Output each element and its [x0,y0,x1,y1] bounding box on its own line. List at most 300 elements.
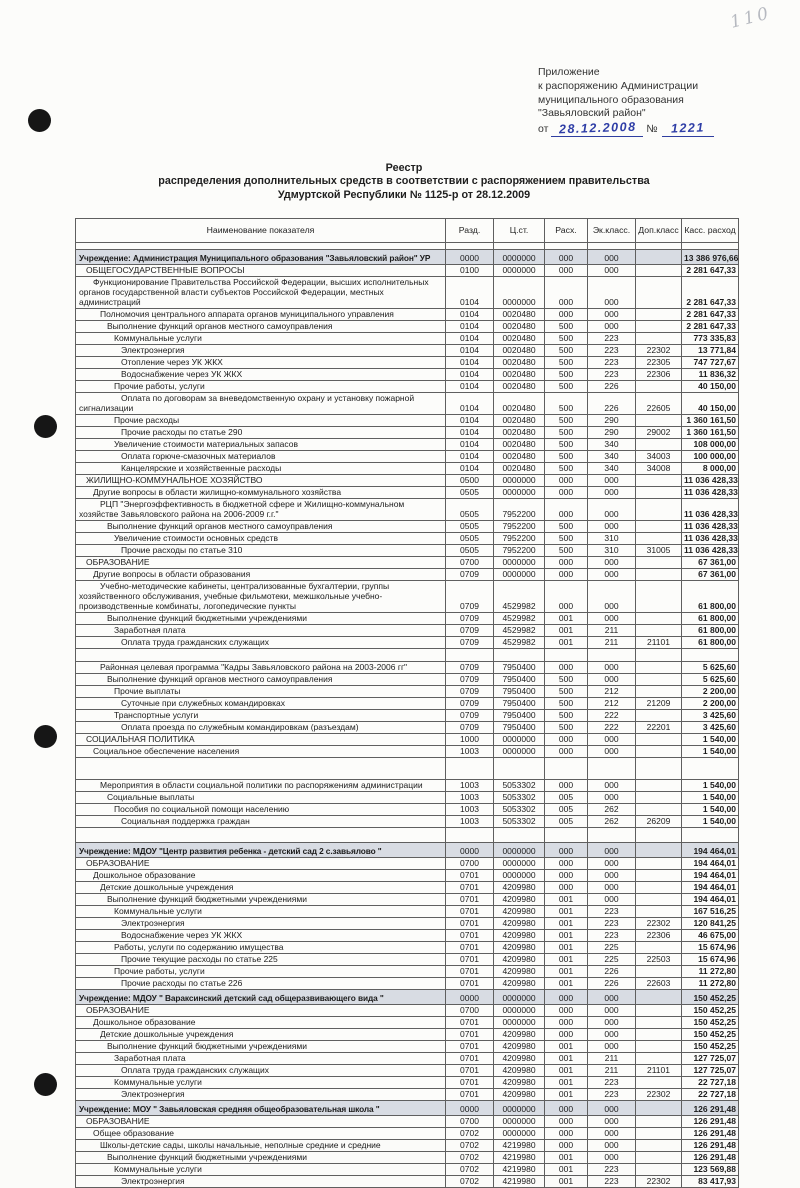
cell-kass: 1 540,00 [682,816,739,828]
cell-dop: 34003 [636,451,682,463]
cell-rash: 000 [545,475,588,487]
table-row [76,357,739,369]
cell-dop [636,309,682,321]
cell-rash: 500 [545,345,588,357]
cell-razd: 0701 [446,1017,494,1029]
cell-dop: 22605 [636,393,682,415]
cell-cst: 7952200 [494,545,545,557]
cell-name: Водоснабжение через УК ЖКХ [76,369,446,381]
cell-ek: 211 [588,637,636,649]
institution-row [76,843,739,858]
cell-razd: 1003 [446,746,494,758]
binder-hole-icon [34,725,57,748]
cell-ek: 000 [588,321,636,333]
cell-name: Учреждение: МДОУ " Вараксинский детский сад общеразвивающего вида " [76,990,446,1005]
cell-cst: 4209980 [494,1077,545,1089]
cell-ek: 223 [588,1176,636,1188]
cell-name: Оплата горюче-смазочных материалов [76,451,446,463]
cell-ek: 222 [588,710,636,722]
binder-hole-icon [34,415,57,438]
cell-cst: 0000000 [494,1128,545,1140]
table-row [76,792,739,804]
cell-name: Заработная плата [76,1053,446,1065]
table-row [76,1089,739,1101]
empty-cell [636,828,682,843]
cell-ek: 000 [588,894,636,906]
cell-kass: 11 036 428,33 [682,533,739,545]
empty-cell [446,828,494,843]
spacer-row [76,828,739,843]
cell-kass: 150 452,25 [682,1041,739,1053]
cell-rash: 500 [545,321,588,333]
cell-dop [636,674,682,686]
cell-razd: 0700 [446,557,494,569]
cell-kass: 126 291,48 [682,1128,739,1140]
table-row [76,710,739,722]
cell-cst: 0020480 [494,369,545,381]
cell-cst: 0000000 [494,990,545,1005]
cell-razd: 0505 [446,487,494,499]
cell-dop: 22306 [636,930,682,942]
cell-rash: 500 [545,545,588,557]
cell-cst: 7952200 [494,521,545,533]
cell-dop [636,734,682,746]
cell-name: Электроэнергия [76,345,446,357]
cell-razd: 0709 [446,686,494,698]
cell-kass: 11 836,32 [682,369,739,381]
cell-name: Прочие работы, услуги [76,966,446,978]
table-row [76,333,739,345]
cell-dop [636,990,682,1005]
cell-cst: 0020480 [494,333,545,345]
cell-name: Коммунальные услуги [76,333,446,345]
table-row [76,415,739,427]
table-row [76,918,739,930]
cell-razd: 0104 [446,463,494,475]
cell-ek: 223 [588,930,636,942]
cell-ek: 212 [588,698,636,710]
cell-kass: 2 281 647,33 [682,321,739,333]
cell-cst: 0000000 [494,475,545,487]
cell-name: Работы, услуги по содержанию имущества [76,942,446,954]
cell-rash: 500 [545,521,588,533]
cell-rash: 500 [545,393,588,415]
cell-cst: 0000000 [494,1005,545,1017]
cell-kass: 126 291,48 [682,1101,739,1116]
title-line-1: Реестр [385,162,423,174]
cell-dop: 29002 [636,427,682,439]
cell-kass: 126 291,48 [682,1116,739,1128]
cell-ek: 340 [588,463,636,475]
cell-cst: 0020480 [494,381,545,393]
cell-rash: 001 [545,1053,588,1065]
cell-razd: 0709 [446,698,494,710]
cell-razd: 0709 [446,637,494,649]
cell-rash: 500 [545,463,588,475]
table-row [76,780,739,792]
empty-cell [636,758,682,780]
appendix-date-line [538,119,714,137]
cell-dop [636,686,682,698]
cell-name: Социальное обеспечение населения [76,746,446,758]
cell-razd: 0000 [446,843,494,858]
cell-kass: 83 417,93 [682,1176,739,1188]
cell-dop [636,415,682,427]
cell-name: Прочие расходы по статье 226 [76,978,446,990]
cell-dop [636,804,682,816]
table-row [76,1005,739,1017]
cell-razd: 0104 [446,415,494,427]
cell-ek: 000 [588,843,636,858]
cell-ek: 226 [588,381,636,393]
table-row [76,521,739,533]
empty-cell [494,649,545,662]
cell-cst: 4209980 [494,978,545,990]
empty-cell [636,649,682,662]
cell-cst: 4209980 [494,930,545,942]
cell-cst: 4209980 [494,918,545,930]
cell-name: Прочие расходы по статье 310 [76,545,446,557]
cell-kass: 11 036 428,33 [682,545,739,557]
cell-dop [636,710,682,722]
cell-kass: 11 036 428,33 [682,487,739,499]
cell-cst: 5053302 [494,816,545,828]
empty-cell [76,243,446,250]
cell-rash: 005 [545,816,588,828]
cell-kass: 123 569,88 [682,1164,739,1176]
cell-kass: 46 675,00 [682,930,739,942]
cell-rash: 000 [545,487,588,499]
cell-dop: 21101 [636,637,682,649]
cell-name: Коммунальные услуги [76,906,446,918]
cell-cst: 4209980 [494,1041,545,1053]
cell-rash: 000 [545,581,588,613]
cell-ek: 262 [588,816,636,828]
cell-ek: 000 [588,1029,636,1041]
cell-rash: 000 [545,1128,588,1140]
cell-name: Выполнение функций органов местного самоуправления [76,674,446,686]
table-row [76,613,739,625]
cell-rash: 000 [545,1116,588,1128]
cell-ek: 000 [588,674,636,686]
cell-ek: 000 [588,613,636,625]
cell-dop [636,533,682,545]
cell-dop: 22503 [636,954,682,966]
cell-dop [636,499,682,521]
cell-kass: 15 674,96 [682,942,739,954]
cell-razd: 0104 [446,369,494,381]
title-line-2: распределения дополнительных средств в соответствии с распоряжением правительства [158,175,650,188]
cell-kass: 150 452,25 [682,1017,739,1029]
cell-rash: 001 [545,1041,588,1053]
cell-razd: 0709 [446,581,494,613]
cell-rash: 000 [545,1005,588,1017]
cell-rash: 500 [545,674,588,686]
cell-kass: 194 464,01 [682,843,739,858]
cell-kass: 61 800,00 [682,581,739,613]
cell-dop [636,613,682,625]
cell-ek: 000 [588,1101,636,1116]
cell-cst: 7950400 [494,710,545,722]
cell-kass: 100 000,00 [682,451,739,463]
cell-kass: 61 800,00 [682,613,739,625]
cell-rash: 001 [545,625,588,637]
cell-cst: 4209980 [494,894,545,906]
cell-dop [636,625,682,637]
appendix-note-line: к распоряжению Администрации [538,79,699,92]
cell-ek: 000 [588,734,636,746]
cell-rash: 005 [545,804,588,816]
cell-ek: 000 [588,780,636,792]
cell-name: Водоснабжение через УК ЖКХ [76,930,446,942]
cell-razd: 0702 [446,1164,494,1176]
table-row [76,487,739,499]
cell-name: Мероприятия в области социальной политики по распоряжениям администрации [76,780,446,792]
date-underline [551,119,643,137]
table-row [76,870,739,882]
table-row [76,1152,739,1164]
cell-kass: 3 425,60 [682,722,739,734]
table-row [76,1116,739,1128]
cell-ek: 000 [588,309,636,321]
cell-dop [636,475,682,487]
cell-cst: 0000000 [494,1101,545,1116]
institution-row [76,1101,739,1116]
cell-rash: 500 [545,357,588,369]
empty-cell [76,828,446,843]
cell-cst: 4529982 [494,637,545,649]
cell-name: Прочие работы, услуги [76,381,446,393]
cell-kass: 194 464,01 [682,870,739,882]
cell-name: СОЦИАЛЬНАЯ ПОЛИТИКА [76,734,446,746]
cell-razd: 0701 [446,954,494,966]
cell-razd: 0104 [446,451,494,463]
cell-dop [636,381,682,393]
cell-name: Прочие выплаты [76,686,446,698]
cell-kass: 2 281 647,33 [682,265,739,277]
cell-name: Функционирование Правительства Российской Федерации, высших исполнительных органов государственной власти субъектов Российской Федерации, местных администраций [76,277,446,309]
cell-dop [636,746,682,758]
empty-cell [545,828,588,843]
cell-dop [636,1116,682,1128]
table-row [76,686,739,698]
cell-razd: 0702 [446,1152,494,1164]
binder-hole-icon [28,109,51,132]
cell-rash: 500 [545,439,588,451]
table-row [76,1128,739,1140]
column-header: Расх. [545,219,588,243]
cell-name: Выполнение функций органов местного самоуправления [76,321,446,333]
cell-cst: 0000000 [494,734,545,746]
cell-razd: 0701 [446,1029,494,1041]
cell-ek: 000 [588,557,636,569]
cell-rash: 000 [545,882,588,894]
cell-kass: 773 335,83 [682,333,739,345]
cell-name: ЖИЛИЩНО-КОММУНАЛЬНОЕ ХОЗЯЙСТВО [76,475,446,487]
table-row [76,427,739,439]
cell-kass: 11 272,80 [682,966,739,978]
cell-dop [636,321,682,333]
appendix-note [538,66,714,137]
spacer-row [76,243,739,250]
table-row [76,439,739,451]
table-row [76,1077,739,1089]
table-row [76,545,739,557]
cell-ek: 211 [588,625,636,637]
cell-dop [636,843,682,858]
cell-ek: 223 [588,918,636,930]
cell-razd: 0104 [446,357,494,369]
cell-rash: 000 [545,1101,588,1116]
cell-dop: 26209 [636,816,682,828]
cell-rash: 001 [545,1065,588,1077]
cell-dop [636,1152,682,1164]
cell-ek: 226 [588,393,636,415]
table-row [76,1140,739,1152]
cell-rash: 500 [545,369,588,381]
cell-ek: 000 [588,870,636,882]
cell-ek: 000 [588,1140,636,1152]
table-row [76,581,739,613]
cell-name: Пособия по социальной помощи населению [76,804,446,816]
empty-cell [682,243,739,250]
cell-dop: 22302 [636,345,682,357]
cell-cst: 0000000 [494,569,545,581]
cell-razd: 0702 [446,1128,494,1140]
cell-razd: 0104 [446,345,494,357]
cell-razd: 0700 [446,858,494,870]
cell-name: ОБЩЕГОСУДАРСТВЕННЫЕ ВОПРОСЫ [76,265,446,277]
cell-rash: 001 [545,966,588,978]
cell-cst: 0000000 [494,843,545,858]
cell-cst: 4219980 [494,1152,545,1164]
cell-kass: 194 464,01 [682,894,739,906]
cell-ek: 223 [588,1089,636,1101]
cell-dop [636,250,682,265]
cell-rash: 500 [545,333,588,345]
cell-name: Транспортные услуги [76,710,446,722]
table-row [76,858,739,870]
cell-ek: 310 [588,533,636,545]
cell-cst: 4219980 [494,1164,545,1176]
table-row [76,569,739,581]
cell-kass: 11 036 428,33 [682,475,739,487]
cell-cst: 7950400 [494,674,545,686]
cell-name: Прочие текущие расходы по статье 225 [76,954,446,966]
cell-cst: 7950400 [494,722,545,734]
table-row [76,381,739,393]
cell-kass: 22 727,18 [682,1077,739,1089]
column-header: Ц.ст. [494,219,545,243]
cell-name: Другие вопросы в области жилищно-коммунального хозяйства [76,487,446,499]
cell-cst: 0000000 [494,487,545,499]
cell-name: Заработная плата [76,625,446,637]
cell-kass: 11 036 428,33 [682,521,739,533]
cell-kass: 61 800,00 [682,637,739,649]
table-row [76,309,739,321]
cell-name: ОБРАЗОВАНИЕ [76,858,446,870]
cell-ek: 211 [588,1053,636,1065]
empty-cell [682,828,739,843]
cell-razd: 0500 [446,475,494,487]
cell-name: ОБРАЗОВАНИЕ [76,557,446,569]
cell-kass: 120 841,25 [682,918,739,930]
cell-razd: 0701 [446,1053,494,1065]
cell-cst: 4209980 [494,1065,545,1077]
cell-dop [636,1017,682,1029]
cell-dop: 21101 [636,1065,682,1077]
cell-razd: 0709 [446,722,494,734]
cell-razd: 0701 [446,882,494,894]
cell-razd: 0104 [446,427,494,439]
number-underline [662,120,714,137]
cell-name: Учреждение: Администрация Муниципального образования "Завьяловский район" УР [76,250,446,265]
cell-ek: 310 [588,545,636,557]
empty-cell [588,828,636,843]
cell-name: Детские дошкольные учреждения [76,1029,446,1041]
cell-name: Выполнение функций бюджетными учреждениями [76,1041,446,1053]
cell-ek: 290 [588,427,636,439]
cell-cst: 4209980 [494,1089,545,1101]
cell-ek: 225 [588,942,636,954]
empty-cell [446,243,494,250]
cell-name: Суточные при служебных командировках [76,698,446,710]
cell-rash: 000 [545,780,588,792]
spacer-row [76,758,739,780]
cell-name: Полномочия центрального аппарата органов муниципального управления [76,309,446,321]
cell-dop: 22302 [636,1176,682,1188]
cell-dop: 22305 [636,357,682,369]
cell-razd: 0701 [446,942,494,954]
cell-cst: 0020480 [494,415,545,427]
cell-ek: 000 [588,499,636,521]
cell-cst: 4209980 [494,1029,545,1041]
column-header: Касс. расход [682,219,739,243]
cell-name: Школы-детские сады, школы начальные, неполные средние и средние [76,1140,446,1152]
cell-rash: 500 [545,533,588,545]
cell-dop [636,1041,682,1053]
cell-rash: 001 [545,1176,588,1188]
table-row [76,345,739,357]
cell-name: Канцелярские и хозяйственные расходы [76,463,446,475]
cell-razd: 0709 [446,662,494,674]
cell-razd: 0000 [446,250,494,265]
cell-rash: 500 [545,722,588,734]
cell-ek: 000 [588,487,636,499]
cell-ek: 290 [588,415,636,427]
cell-ek: 211 [588,1065,636,1077]
cell-ek: 000 [588,1128,636,1140]
cell-kass: 150 452,25 [682,1005,739,1017]
cell-razd: 1003 [446,816,494,828]
cell-kass: 61 800,00 [682,625,739,637]
cell-rash: 000 [545,746,588,758]
cell-rash: 001 [545,918,588,930]
cell-ek: 000 [588,265,636,277]
cell-rash: 001 [545,637,588,649]
empty-cell [545,243,588,250]
cell-dop [636,1101,682,1116]
empty-cell [545,758,588,780]
cell-kass: 150 452,25 [682,1029,739,1041]
cell-razd: 0104 [446,381,494,393]
cell-razd: 0701 [446,1041,494,1053]
cell-kass: 67 361,00 [682,569,739,581]
empty-cell [446,649,494,662]
cell-razd: 0701 [446,1065,494,1077]
cell-ek: 000 [588,746,636,758]
cell-rash: 001 [545,894,588,906]
